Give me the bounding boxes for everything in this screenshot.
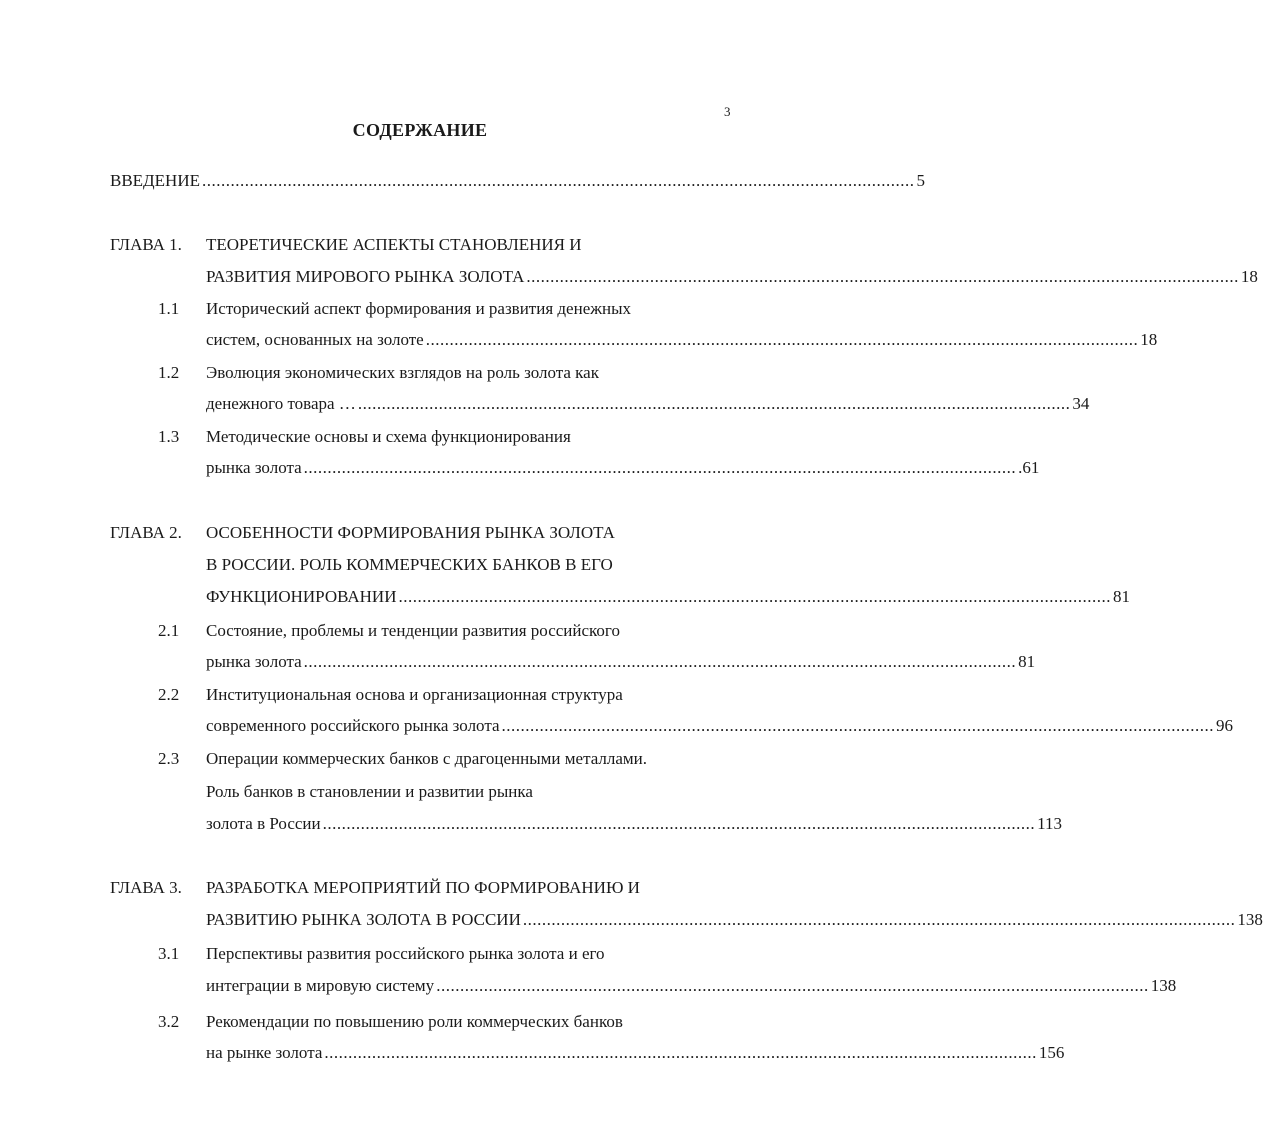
entry-page: 18 [1240, 267, 1258, 286]
toc-entry-section-2-1[interactable] [206, 651, 1036, 673]
section-number: 2.3 [158, 749, 180, 768]
section-number: 3.1 [158, 944, 180, 963]
dot-leader: ...................................................................................................................................................... [357, 394, 1071, 413]
dot-leader: ...................................................................................................................................................... [501, 716, 1215, 735]
entry-page: 81 [1113, 587, 1130, 606]
entry-text: золота в России [206, 814, 321, 833]
section-2-3-line1: Операции коммерческих банков с драгоценными металлами. [206, 749, 648, 768]
entry-text: РАЗВИТИЯ МИРОВОГО РЫНКА ЗОЛОТА [206, 267, 525, 286]
dot-leader: ...................................................................................................................................................... [522, 910, 1236, 929]
page-number: 3 [724, 104, 731, 119]
entry-text: ФУНКЦИОНИРОВАНИИ [206, 587, 397, 606]
chapter-1-label: ГЛАВА 1. [110, 235, 182, 254]
section-2-2-line1: Институциональная основа и организационная структура [206, 685, 623, 704]
entry-text: интеграции в мировую систему [206, 976, 435, 995]
section-number: 2.1 [158, 621, 180, 640]
entry-text: систем, основанных на золоте [206, 330, 424, 349]
chapter-3-title-line1: РАЗРАБОТКА МЕРОПРИЯТИЙ ПО ФОРМИРОВАНИЮ И [206, 878, 640, 897]
dot-leader: ...................................................................................................................................................... [303, 458, 1017, 477]
toc-entry-section-2-2[interactable] [206, 715, 1234, 737]
entry-page: 96 [1216, 716, 1234, 735]
section-number: 1.3 [158, 427, 180, 446]
toc-entry-section-1-3[interactable] [206, 457, 1040, 479]
entry-text: рынка золота [206, 652, 302, 671]
entry-text: современного российского рынка золота [206, 716, 500, 735]
section-2-1-line1: Состояние, проблемы и тенденции развития российского [206, 621, 620, 640]
section-number: 1.2 [158, 363, 180, 382]
section-3-1-line1: Перспективы развития российского рынка золота и его [206, 944, 605, 963]
chapter-1-title-line1: ТЕОРЕТИЧЕСКИЕ АСПЕКТЫ СТАНОВЛЕНИЯ И [206, 235, 582, 254]
entry-text: денежного товара … [206, 394, 356, 413]
section-2-3-line2: Роль банков в становлении и развитии рынка [206, 782, 533, 801]
entry-page: 138 [1237, 910, 1263, 929]
chapter-2-label: ГЛАВА 2. [110, 523, 182, 542]
dot-leader: ...................................................................................................................................................... [398, 587, 1111, 606]
toc-entry-section-1-2[interactable] [206, 393, 1090, 415]
entry-page: 156 [1038, 1043, 1065, 1062]
chapter-2-title-line1: ОСОБЕННОСТИ ФОРМИРОВАНИЯ РЫНКА ЗОЛОТА [206, 523, 615, 542]
section-number: 3.2 [158, 1012, 180, 1031]
toc-entry-chapter-2[interactable] [206, 586, 1130, 608]
section-1-1-line1: Исторический аспект формирования и развития денежных [206, 299, 631, 318]
entry-page: 34 [1072, 394, 1090, 413]
toc-entry-section-2-3[interactable] [206, 813, 1062, 835]
entry-page: 113 [1037, 814, 1062, 833]
dot-leader: ...................................................................................................................................................... [526, 267, 1239, 286]
entry-text: РАЗВИТИЮ РЫНКА ЗОЛОТА В РОССИИ [206, 910, 521, 929]
toc-entry-chapter-1[interactable] [206, 266, 1258, 288]
toc-entry-section-3-1[interactable] [206, 975, 1177, 997]
entry-page: 18 [1140, 330, 1158, 349]
entry-text: на рынке золота [206, 1043, 323, 1062]
dot-leader: ...................................................................................................................................................... [322, 814, 1036, 833]
toc-entry-chapter-3[interactable] [206, 909, 1263, 931]
toc-title: СОДЕРЖАНИЕ [352, 120, 488, 140]
chapter-3-label: ГЛАВА 3. [110, 878, 182, 897]
section-number: 2.2 [158, 685, 180, 704]
section-3-2-line1: Рекомендации по повышению роли коммерческих банков [206, 1012, 623, 1031]
toc-entry-section-3-2[interactable] [206, 1042, 1065, 1064]
toc-entry-intro[interactable] [110, 170, 925, 192]
chapter-2-title-line2: В РОССИИ. РОЛЬ КОММЕРЧЕСКИХ БАНКОВ В ЕГО [206, 555, 613, 574]
section-number: 1.1 [158, 299, 180, 318]
entry-page: 5 [916, 171, 925, 190]
section-1-2-line1: Эволюция экономических взглядов на роль золота как [206, 363, 599, 382]
dot-leader: ...................................................................................................................................................... [303, 652, 1017, 671]
dot-leader: ...................................................................................................................................................... [425, 330, 1139, 349]
entry-page: 81 [1018, 652, 1036, 671]
entry-text: ВВЕДЕНИЕ [110, 171, 200, 190]
entry-text: рынка золота [206, 458, 302, 477]
entry-page: 138 [1150, 976, 1177, 995]
entry-page: .61 [1018, 458, 1040, 477]
dot-leader: ...................................................................................................................................................... [324, 1043, 1037, 1062]
dot-leader: ...................................................................................................................................................... [436, 976, 1149, 995]
toc-entry-section-1-1[interactable] [206, 329, 1158, 351]
dot-leader: ...................................................................................................................................................... [201, 171, 915, 190]
section-1-3-line1: Методические основы и схема функционирования [206, 427, 571, 446]
